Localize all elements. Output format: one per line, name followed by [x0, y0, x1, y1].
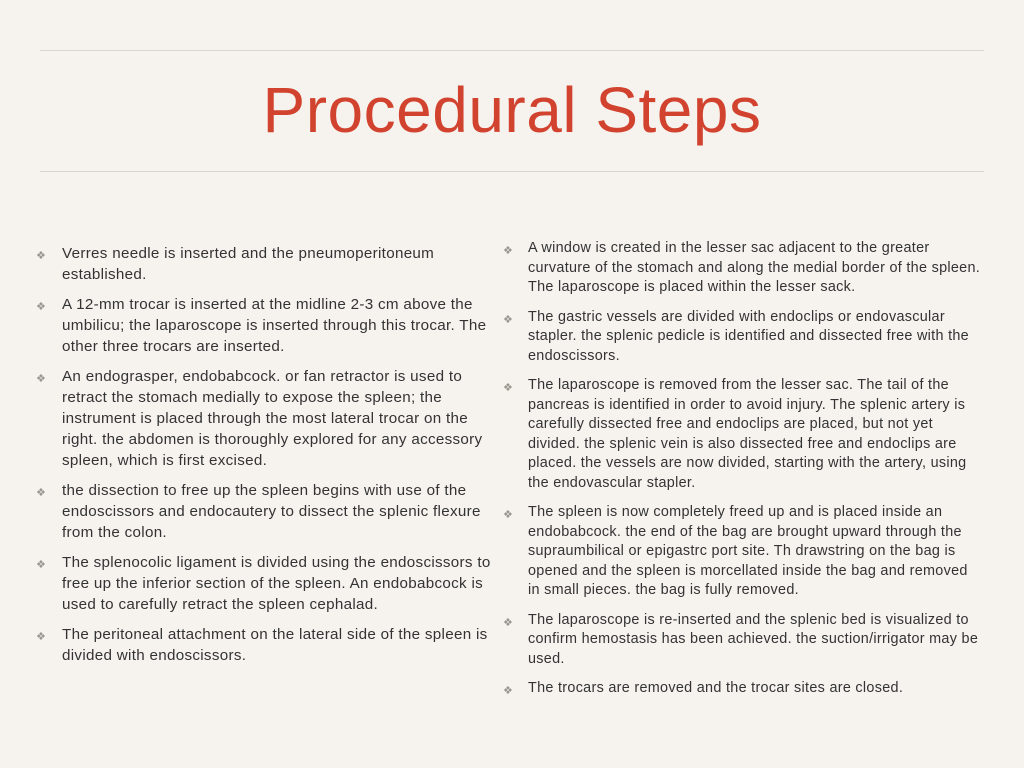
- list-item-text: An endograsper, endobabcock. or fan retractor is used to retract the stomach medially to expose the spleen; the instrument is placed through the most lateral trocar on the right. the abdomen is thoroughly explored for any accessory spleen, which is first excised.: [62, 368, 483, 469]
- bullet-icon: ❖: [503, 509, 513, 521]
- list-item: [503, 376, 983, 493]
- list-item: [503, 308, 983, 367]
- list-item: [36, 552, 506, 615]
- list-item-text: The peritoneal attachment on the lateral side of the spleen is divided with endoscissors.: [62, 626, 488, 664]
- list-item: [36, 243, 506, 285]
- title-bottom-rule: [40, 171, 984, 172]
- bullet-icon: ❖: [503, 313, 513, 326]
- bullet-icon: ❖: [36, 250, 46, 262]
- list-item-text: The laparoscope is removed from the lesser sac. The tail of the pancreas is identified in order to avoid injury. The splenic artery is carefully dissected free and endoclips are placed, but not yet divided. the splenic vein is also dissected free and endoclips are placed. the vessels are now divided, starting with the artery, using the endovascular stapler.: [528, 377, 967, 491]
- bullet-icon: ❖: [36, 301, 46, 313]
- slide-title: Procedural Steps: [262, 74, 762, 146]
- list-item: [503, 503, 983, 601]
- list-item: [503, 239, 983, 298]
- list-item-text: A 12-mm trocar is inserted at the midline 2-3 cm above the umbilicu; the laparoscope is inserted through this trocar. The other three trocars are inserted.: [62, 296, 487, 355]
- list-item: [36, 294, 506, 357]
- list-item: [36, 480, 506, 543]
- list-item-text: The gastric vessels are divided with endoclips or endovascular stapler. the splenic pedicle is identified and dissected free with the endoscissors.: [528, 308, 969, 364]
- list-item: [503, 611, 983, 670]
- list-item-text: The laparoscope is re-inserted and the splenic bed is visualized to confirm hemostasis has been achieved. the suction/irrigator may be used.: [528, 611, 979, 667]
- list-item-text: the dissection to free up the spleen begins with use of the endoscissors and endocautery to dissect the splenic flexure from the colon.: [62, 482, 481, 541]
- list-item-text: The trocars are removed and the trocar sites are closed.: [528, 680, 904, 696]
- list-item: [36, 366, 506, 471]
- bullet-icon: ❖: [36, 559, 46, 571]
- bullet-icon: ❖: [503, 685, 513, 697]
- bullet-icon: ❖: [503, 382, 513, 394]
- list-item-text: Verres needle is inserted and the pneumoperitoneum established.: [62, 245, 435, 283]
- list-item: [36, 624, 506, 666]
- bullet-icon: ❖: [503, 616, 513, 629]
- list-item-text: The spleen is now completely freed up and is placed inside an endobabcock. the end of the bag are brought upward through the supraumbilical or epigastrc port site. Th drawstring on the bag is opened and the spleen is morcellated inside the bag and removed in small pieces. the bag is fully removed.: [528, 504, 968, 598]
- list-item-text: The splenocolic ligament is divided using the endoscissors to free up the inferior section of the spleen. An endobabcock is used to carefully retract the spleen cephalad.: [62, 554, 491, 613]
- right-bullet-list: [503, 239, 983, 709]
- bullet-icon: ❖: [36, 373, 46, 385]
- bullet-icon: ❖: [36, 487, 46, 499]
- left-bullet-list: [36, 243, 506, 675]
- list-item: [503, 679, 983, 699]
- bullet-icon: ❖: [36, 631, 46, 643]
- list-item-text: A window is created in the lesser sac adjacent to the greater curvature of the stomach and along the medial border of the spleen. The laparoscope is placed within the lesser sack.: [528, 240, 981, 295]
- title-top-rule: [40, 50, 984, 51]
- bullet-icon: ❖: [503, 245, 513, 257]
